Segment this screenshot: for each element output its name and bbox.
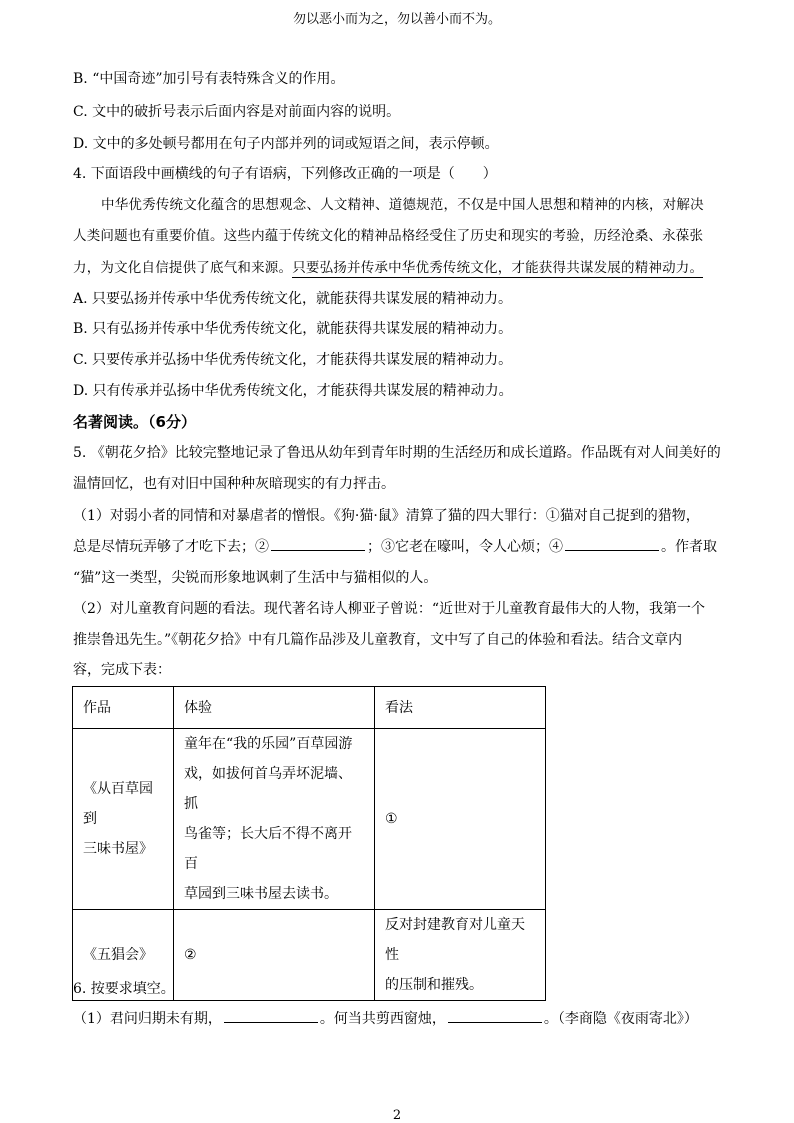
q4-passage-plain: 力，为文化自信提供了底气和来源。 bbox=[73, 260, 293, 276]
table-header-view: 看法 bbox=[375, 687, 546, 729]
q4-passage-line-1: 中华优秀传统文化蕴含的思想观念、人文精神、道德规范，不仅是中国人思想和精神的内核，对解决 bbox=[101, 197, 704, 213]
question-6-stem: 6. 按要求填空。 bbox=[73, 981, 175, 997]
table-cell-view bbox=[375, 910, 546, 1001]
q6-text-b: 。何当共剪西窗烛， bbox=[319, 1011, 446, 1027]
q5-intro-line-1: 5. 《朝花夕拾》比较完整地记录了鲁迅从幼年到青年时期的生活经历和成长道路。作品既有对人间美好的 bbox=[73, 445, 721, 461]
table-cell-text: 鸟雀等；长大后不得不离开百 bbox=[184, 826, 352, 872]
page-number: 2 bbox=[392, 1108, 402, 1123]
q4-passage-line-2: 人类问题也有重要价值。这些内蕴于传统文化的精神品格经受住了历史和现实的考验，历经沧桑、永葆张 bbox=[73, 228, 704, 244]
table-cell-experience-answer-2[interactable]: ② bbox=[174, 910, 375, 1001]
table-cell-work: 《五猖会》 bbox=[73, 910, 174, 1001]
table-header-work: 作品 bbox=[73, 687, 174, 729]
q5-sub2-line-3: 容，完成下表： bbox=[73, 662, 171, 678]
table-cell-text: 反对封建教育对儿童天性 bbox=[385, 917, 525, 963]
q6-text-a: （1）君问归期未有期， bbox=[73, 1011, 222, 1027]
q5-sub1-line-1: （1）对弱小者的同情和对暴虐者的憎恨。《狗·猫·鼠》清算了猫的四大罪行：①猫对自己捉到的猎物， bbox=[73, 508, 700, 524]
table-cell-text: 戏，如拔何首乌弄坏泥墙、抓 bbox=[184, 766, 352, 812]
answer-blank-2[interactable] bbox=[271, 538, 365, 551]
table-header-row bbox=[73, 687, 546, 729]
option-q3-c: C. 文中的破折号表示后面内容是对前面内容的说明。 bbox=[73, 104, 401, 120]
question-4-stem: 4. 下面语段中画横线的句子有语病，下列修改正确的一项是（ ） bbox=[73, 166, 497, 182]
table-cell-view-answer-1[interactable]: ① bbox=[375, 729, 546, 910]
answer-blank-4[interactable] bbox=[565, 538, 659, 551]
option-q3-b: B. “中国奇迹”加引号有表特殊含义的作用。 bbox=[73, 71, 345, 87]
table-cell-text: 草园到三味书屋去读书。 bbox=[184, 886, 338, 902]
poem-blank-1[interactable] bbox=[224, 1010, 318, 1023]
table-cell-work bbox=[73, 729, 174, 910]
q5-sub1-text-b: ；③它老在嚎叫，令人心烦；④ bbox=[367, 539, 563, 555]
q6-sub1-line bbox=[73, 1008, 698, 1028]
page-header-motto: 勿以恶小而为之，勿以善小而不为。 bbox=[292, 12, 501, 27]
table-cell-text: 童年在“我的乐园”百草园游 bbox=[184, 736, 353, 752]
q4-underlined-sentence: 只要弘扬并传承中华优秀传统文化，才能获得共谋发展的精神动力。 bbox=[292, 260, 704, 276]
table-cell-text: 的压制和摧残。 bbox=[385, 977, 483, 993]
option-q3-d: D. 文中的多处顿号都用在句子内部并列的词或短语之间，表示停顿。 bbox=[73, 136, 499, 152]
q5-sub2-line-1: （2）对儿童教育问题的看法。现代著名诗人柳亚子曾说：“近世对于儿童教育最伟大的人物，我第一个 bbox=[73, 601, 706, 617]
q5-sub1-text-a: 总是尽情玩弄够了才吃下去；② bbox=[73, 539, 269, 555]
q5-sub1-line-3: “猫”这一类型，尖锐而形象地讽刺了生活中与猫相似的人。 bbox=[73, 570, 438, 586]
option-q4-b: B. 只有弘扬并传承中华优秀传统文化，就能获得共谋发展的精神动力。 bbox=[73, 321, 513, 337]
table-cell-text: 《从百草园到 bbox=[83, 781, 153, 827]
table-cell-experience bbox=[174, 729, 375, 910]
option-q4-a: A. 只要弘扬并传承中华优秀传统文化，就能获得共谋发展的精神动力。 bbox=[73, 291, 513, 307]
poem-blank-2[interactable] bbox=[448, 1010, 542, 1023]
table-header-experience: 体验 bbox=[174, 687, 375, 729]
q4-passage-line-3 bbox=[73, 256, 723, 276]
q5-sub1-line-2 bbox=[73, 536, 717, 556]
q5-sub1-text-c: 。作者取 bbox=[661, 539, 717, 555]
option-q4-c: C. 只要传承并弘扬中华优秀传统文化，才能获得共谋发展的精神动力。 bbox=[73, 352, 513, 368]
option-q4-d: D. 只有传承并弘扬中华优秀传统文化，才能获得共谋发展的精神动力。 bbox=[73, 383, 513, 399]
q5-intro-line-2: 温情回忆，也有对旧中国种种灰暗现实的有力抨击。 bbox=[73, 476, 395, 492]
section-title-classics: 名著阅读。（6分） bbox=[73, 413, 196, 431]
experience-view-table bbox=[72, 686, 546, 1001]
q6-text-c: 。（李商隐《夜雨寄北》） bbox=[543, 1011, 698, 1027]
table-row bbox=[73, 729, 546, 910]
q5-sub2-line-2: 推崇鲁迅先生。”《朝花夕拾》中有几篇作品涉及儿童教育，文中写了自己的体验和看法。结合文章内 bbox=[73, 632, 683, 648]
table-cell-text: 三味书屋》 bbox=[83, 841, 153, 857]
